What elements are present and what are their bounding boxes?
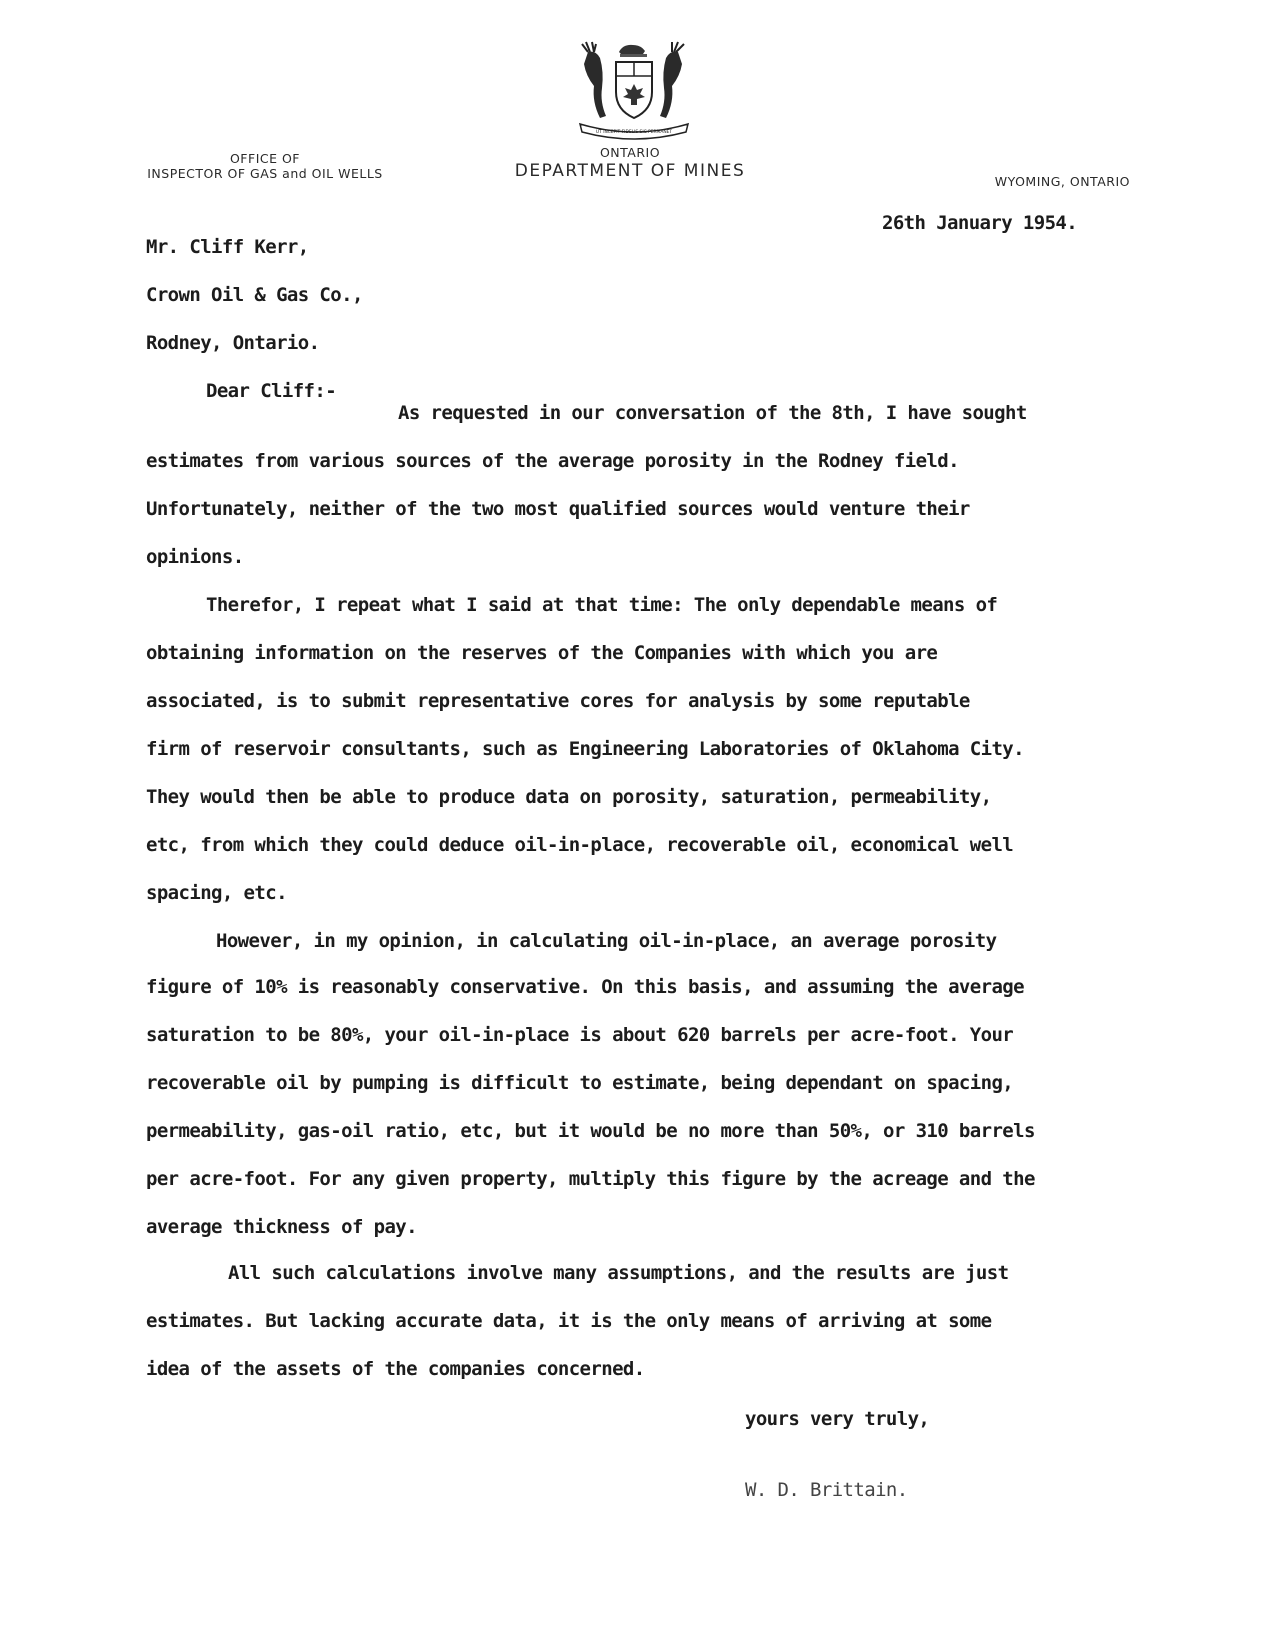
office-header — [140, 151, 390, 181]
body-line: estimates. But lacking accurate data, it is the only means of arriving at some — [146, 1310, 992, 1332]
crest-motto: UT INCEPIT FIDELIS SIC PERMANET — [595, 130, 673, 135]
body-line: obtaining information on the reserves of the Companies with which you are — [146, 642, 938, 664]
body-line: saturation to be 80%, your oil-in-place is about 620 barrels per acre-foot. Your — [146, 1024, 1014, 1046]
body-line: figure of 10% is reasonably conservative. On this basis, and assuming the average — [146, 976, 1024, 998]
body-line: They would then be able to produce data on porosity, saturation, permeability, — [146, 786, 992, 808]
signature: W. D. Brittain. — [745, 1479, 908, 1501]
body-line: Therefor, I repeat what I said at that time: The only dependable means of — [206, 594, 998, 616]
body-line: However, in my opinion, in calculating oil-in-place, an average porosity — [216, 930, 997, 952]
body-line: recoverable oil by pumping is difficult to estimate, being dependant on spacing, — [146, 1072, 1014, 1094]
body-line: permeability, gas-oil ratio, etc, but it would be no more than 50%, or 310 barrels — [146, 1120, 1035, 1142]
province-name: ONTARIO — [599, 145, 661, 160]
body-line: opinions. — [146, 546, 244, 568]
body-line: spacing, etc. — [146, 882, 287, 904]
department-name: DEPARTMENT OF MINES — [514, 161, 746, 181]
office-line-1: OFFICE OF — [229, 151, 301, 166]
office-line-2: INSPECTOR OF GAS and OIL WELLS — [147, 166, 383, 181]
body-line: average thickness of pay. — [146, 1216, 417, 1238]
closing: yours very truly, — [745, 1408, 930, 1430]
address-line-3: Rodney, Ontario. — [146, 332, 320, 354]
letter-date: 26th January 1954. — [882, 212, 1078, 234]
body-line: per acre-foot. For any given property, multiply this figure by the acreage and the — [146, 1168, 1035, 1190]
body-line: idea of the assets of the companies concerned. — [146, 1358, 645, 1380]
body-line: All such calculations involve many assumptions, and the results are just — [228, 1262, 1009, 1284]
body-line: firm of reservoir consultants, such as Engineering Laboratories of Oklahoma City. — [146, 738, 1024, 760]
body-line: As requested in our conversation of the 8th, I have sought — [398, 402, 1027, 424]
address-line-1: Mr. Cliff Kerr, — [146, 236, 309, 258]
body-line: etc, from which they could deduce oil-in-place, recoverable oil, economical well — [146, 834, 1014, 856]
department-header — [470, 145, 790, 182]
address-line-2: Crown Oil & Gas Co., — [146, 284, 363, 306]
body-line: associated, is to submit representative cores for analysis by some reputable — [146, 690, 970, 712]
ontario-coat-of-arms-icon — [574, 38, 694, 142]
salutation: Dear Cliff:- — [206, 380, 337, 402]
body-line: estimates from various sources of the average porosity in the Rodney field. — [146, 450, 959, 472]
body-line: Unfortunately, neither of the two most qualified sources would venture their — [146, 498, 970, 520]
location-header: WYOMING, ONTARIO — [994, 174, 1130, 189]
